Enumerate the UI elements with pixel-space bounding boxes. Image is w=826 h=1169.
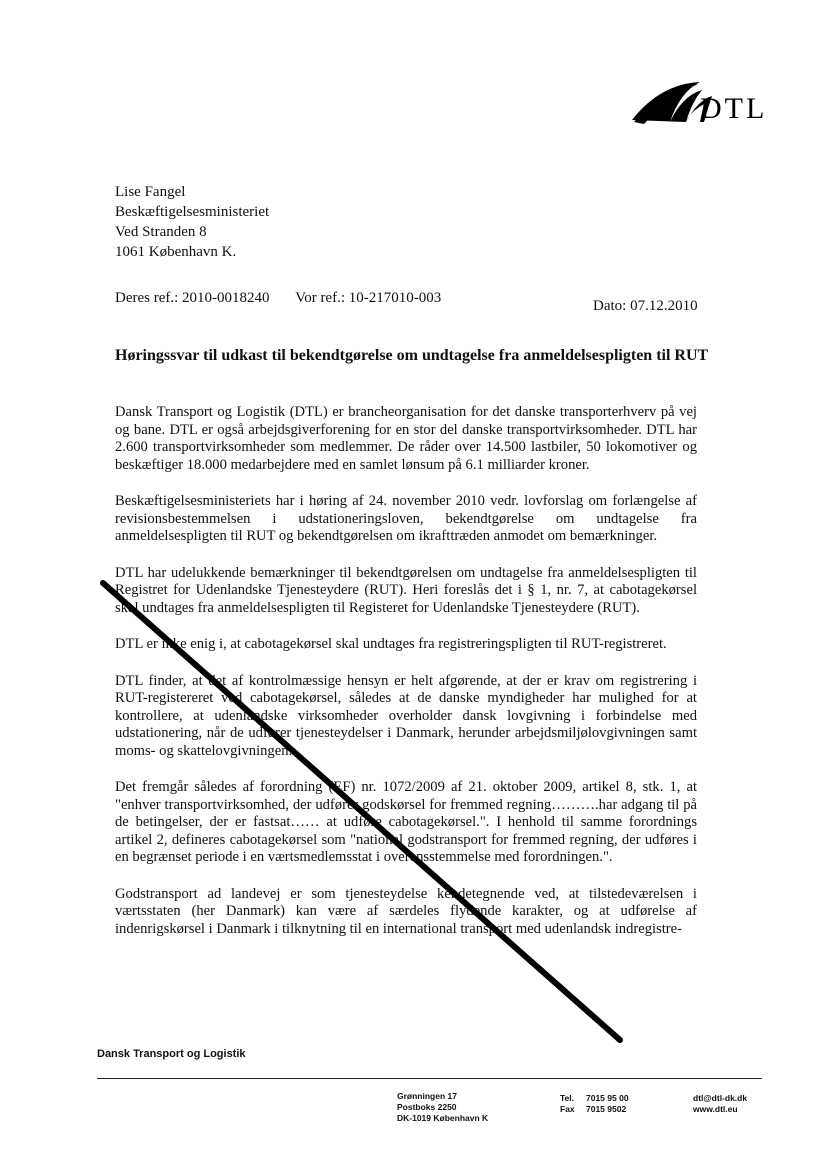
- paragraph-remarks: DTL har udelukkende bemærkninger til bekendtgørelsen om undtagelse fra anmeldelsespligten til Registret for Udenlandske Tjenesteydere (RUT). Heri foreslås det i § 1, nr. 7, at cabotagekørsel skal undtages fra anmeldelsespligten til Registeret for Udenlandske Tjenesteydere (RUT).: [115, 564, 697, 616]
- tel-label: Tel.: [560, 1093, 575, 1103]
- reference-line: [115, 290, 441, 307]
- footer-website[interactable]: www.dtl.eu: [693, 1104, 738, 1114]
- tel-number: 7015 95 00: [586, 1093, 629, 1103]
- footer-fax: [560, 1104, 629, 1115]
- footer-address: [397, 1091, 488, 1124]
- footer-address-line: DK-1019 København K: [397, 1113, 489, 1123]
- paragraph-intro: Dansk Transport og Logistik (DTL) er brancheorganisation for det danske transporterhverv på vej og bane. DTL er også arbejdsgiverforening for en stor del danske transportvirksomheder. DTL har 2.600 transportvirksomheder som medlemmer. De råder over 14.500 lastbiler, 50 lokomotiver og beskæftiger 18.000 medarbejdere med en samlet lønsum på 6.1 milliarder kroner.: [115, 404, 697, 473]
- fax-label: Fax: [560, 1104, 575, 1114]
- recipient-street: Ved Stranden 8: [115, 224, 207, 240]
- recipient-city: 1061 København K.: [115, 244, 237, 260]
- paragraph-hearing: Beskæftigelsesministeriets har i høring af 24. november 2010 vedr. lovforslag om forlængelse af revisionsbestemmelsen i udstationeringsloven, bekendtgørelse om undtagelse fra anmeldelsespligten til RUT og bekendtgørelsen om ikrafttræden anmodet om bemærkninger.: [115, 493, 697, 544]
- footer-address-line: Postboks 2250: [397, 1102, 457, 1112]
- vor-ref: Vor ref.: 10-217010-003: [295, 290, 442, 306]
- fax-number: 7015 9502: [586, 1104, 627, 1114]
- recipient-name: Lise Fangel: [115, 184, 186, 200]
- paragraph-transport: Godstransport ad landevej er som tjenesteydelse kendetegnende ved, at tilstedeværelsen i værtsstaten (her Danmark) kan være af særdeles flydende karakter, og at udførelse af indenrigskørsel i Danmark i tilknytning til en international transport med udenlandsk indregistre-: [115, 885, 697, 937]
- footer-contact: [693, 1093, 747, 1115]
- paragraph-disagree: DTL er ikke enig i, at cabotagekørsel skal undtages fra registreringspligten til RUT-registreret.: [115, 636, 667, 652]
- dtl-logo-text: DTL: [700, 92, 768, 125]
- deres-ref: Deres ref.: 2010-0018240: [115, 290, 270, 306]
- footer-company-name: Dansk Transport og Logistik: [97, 1048, 246, 1060]
- paragraph-regulation: Det fremgår således af forordning (EF) nr. 1072/2009 af 21. oktober 2009, artikel 8, stk. 1, at "enhver transportvirksomhed, der udfører godskørsel for fremmed regning……….har adgang til på de betingelser, der er fastsat…… at udføre cabotagekørsel.". I henhold til samme forordnings artikel 2, defineres cabotagekørsel som "national godstransport for fremmed regning, der udføres i en begrænset periode i en værtsmedlemsstat i overensstemmelse med forordningen.".: [115, 779, 697, 865]
- paragraph-control: DTL finder, at det af kontrolmæssige hensyn er helt afgørende, at der er krav om registrering i RUT-registereret ved cabotagekørsel, således at de danske myndigheder har mulighed for at kontrollere, at udenlandske virksomheder overholder dansk lovgivning i forbindelse med udstationering, når de udfører tjenesteydelser i Danmark, herunder arbejdsmiljølovgivningen samt moms- og skattelovgivningen.: [115, 672, 697, 759]
- letter-body: [115, 404, 697, 957]
- recipient-org: Beskæftigelsesministeriet: [115, 204, 270, 220]
- footer-divider: [97, 1078, 762, 1079]
- letter-date: Dato: 07.12.2010: [593, 298, 698, 314]
- footer-phone: [560, 1093, 629, 1104]
- footer-phone-block: [560, 1093, 629, 1115]
- recipient-address: [115, 182, 269, 262]
- letter-title: Høringssvar til udkast til bekendtgørelse om undtagelse fra anmeldelsespligten til RUT: [115, 347, 709, 364]
- footer-email[interactable]: dtl@dtl-dk.dk: [693, 1093, 748, 1103]
- footer-address-line: Grønningen 17: [397, 1091, 457, 1101]
